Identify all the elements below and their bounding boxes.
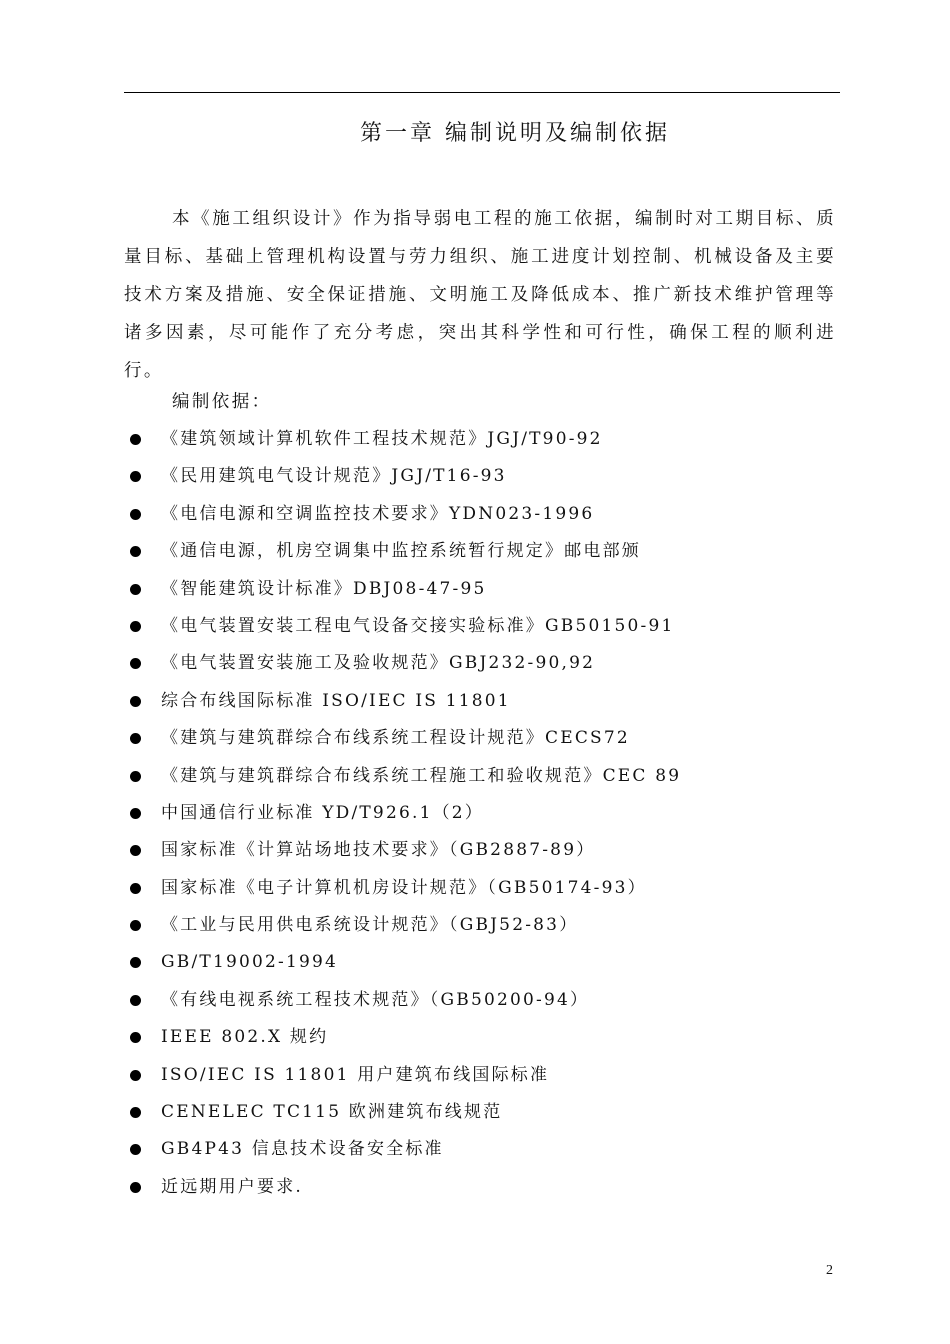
- list-item: [124, 795, 840, 832]
- list-item: [124, 720, 840, 757]
- bullet-icon: [130, 696, 141, 707]
- bullet-icon: [130, 1107, 141, 1118]
- list-item: [124, 907, 840, 944]
- list-item-text: 《智能建筑设计标准》DBJ08-47-95: [161, 578, 487, 599]
- bullet-icon: [130, 471, 141, 482]
- list-item-text: 《建筑与建筑群综合布线系统工程设计规范》CECS72: [161, 728, 630, 749]
- page-number: 2: [826, 1263, 833, 1278]
- bullet-icon: [130, 1032, 141, 1043]
- list-item: [124, 421, 840, 458]
- list-item-text: IEEE 802.X 规约: [161, 1027, 329, 1048]
- list-item: [124, 944, 840, 981]
- list-item: [124, 458, 840, 495]
- list-item-text: 《电气装置安装工程电气设备交接实验标准》GB50150-91: [161, 615, 675, 636]
- list-item: [124, 758, 840, 795]
- bullet-icon: [130, 883, 141, 894]
- list-item-text: CENELEC TC115 欧洲建筑布线规范: [161, 1102, 503, 1123]
- bullet-icon: [130, 995, 141, 1006]
- list-item-text: GB/T19002-1994: [161, 952, 339, 973]
- list-item: [124, 982, 840, 1019]
- list-item-text: 《通信电源，机房空调集中监控系统暂行规定》邮电部颁: [161, 541, 641, 562]
- list-item: [124, 1131, 840, 1168]
- list-item: [124, 608, 840, 645]
- list-item: [124, 645, 840, 682]
- list-item: [124, 571, 840, 608]
- chapter-title: 第一章 编制说明及编制依据: [360, 121, 670, 146]
- basis-list: [124, 421, 840, 1206]
- list-item-text: 《建筑与建筑群综合布线系统工程施工和验收规范》CEC 89: [161, 765, 682, 786]
- list-item-text: 《电信电源和空调监控技术要求》YDN023-1996: [161, 503, 595, 524]
- bullet-icon: [130, 1070, 141, 1081]
- list-item-text: ISO/IEC IS 11801 用户建筑布线国际标准: [161, 1064, 550, 1085]
- bullet-icon: [130, 733, 141, 744]
- bullet-icon: [130, 771, 141, 782]
- bullet-icon: [130, 920, 141, 931]
- bullet-icon: [130, 1144, 141, 1155]
- bullet-icon: [130, 658, 141, 669]
- list-item: [124, 832, 840, 869]
- bullet-icon: [130, 546, 141, 557]
- bullet-icon: [130, 434, 141, 445]
- intro-paragraph: 本《施工组织设计》作为指导弱电工程的施工依据，编制时对工期目标、质量目标、基础上管理机构设置与劳力组织、施工进度计划控制、机械设备及主要技术方案及措施、安全保证措施、文明施工及降低成本、推广新技术维护管理等诸多因素，尽可能作了充分考虑，突出其科学性和可行性，确保工程的顺利进行。: [124, 209, 836, 381]
- bullet-icon: [130, 509, 141, 520]
- list-item: [124, 496, 840, 533]
- list-item-text: 《工业与民用供电系统设计规范》（GBJ52-83）: [161, 915, 579, 936]
- list-item: [124, 533, 840, 570]
- list-item: [124, 683, 840, 720]
- list-item-text: 《有线电视系统工程技术规范》（GB50200-94）: [161, 989, 590, 1010]
- list-item-text: 国家标准《计算站场地技术要求》（GB2887-89）: [161, 840, 596, 861]
- bullet-icon: [130, 845, 141, 856]
- bullet-icon: [130, 621, 141, 632]
- list-item: [124, 870, 840, 907]
- header-rule: [124, 92, 840, 93]
- list-item: [124, 1019, 840, 1056]
- list-item-text: 《电气装置安装施工及验收规范》GBJ232-90,92: [161, 653, 596, 674]
- basis-label: 编制依据：: [172, 392, 272, 412]
- bullet-icon: [130, 584, 141, 595]
- list-item: [124, 1057, 840, 1094]
- list-item: [124, 1094, 840, 1131]
- list-item-text: 中国通信行业标准 YD/T926.1（2）: [161, 802, 485, 823]
- list-item-text: 综合布线国际标准 ISO/IEC IS 11801: [161, 690, 511, 711]
- list-item-text: 《建筑领域计算机软件工程技术规范》JGJ/T90-92: [161, 429, 603, 449]
- list-item-text: 近远期用户要求.: [161, 1176, 304, 1197]
- bullet-icon: [130, 957, 141, 968]
- bullet-icon: [130, 1182, 141, 1193]
- list-item-text: 《民用建筑电气设计规范》JGJ/T16-93: [161, 466, 507, 487]
- bullet-icon: [130, 808, 141, 819]
- list-item-text: 国家标准《电子计算机机房设计规范》（GB50174-93）: [161, 877, 647, 898]
- list-item-text: GB4P43 信息技术设备安全标准: [161, 1139, 444, 1160]
- list-item: [124, 1169, 840, 1206]
